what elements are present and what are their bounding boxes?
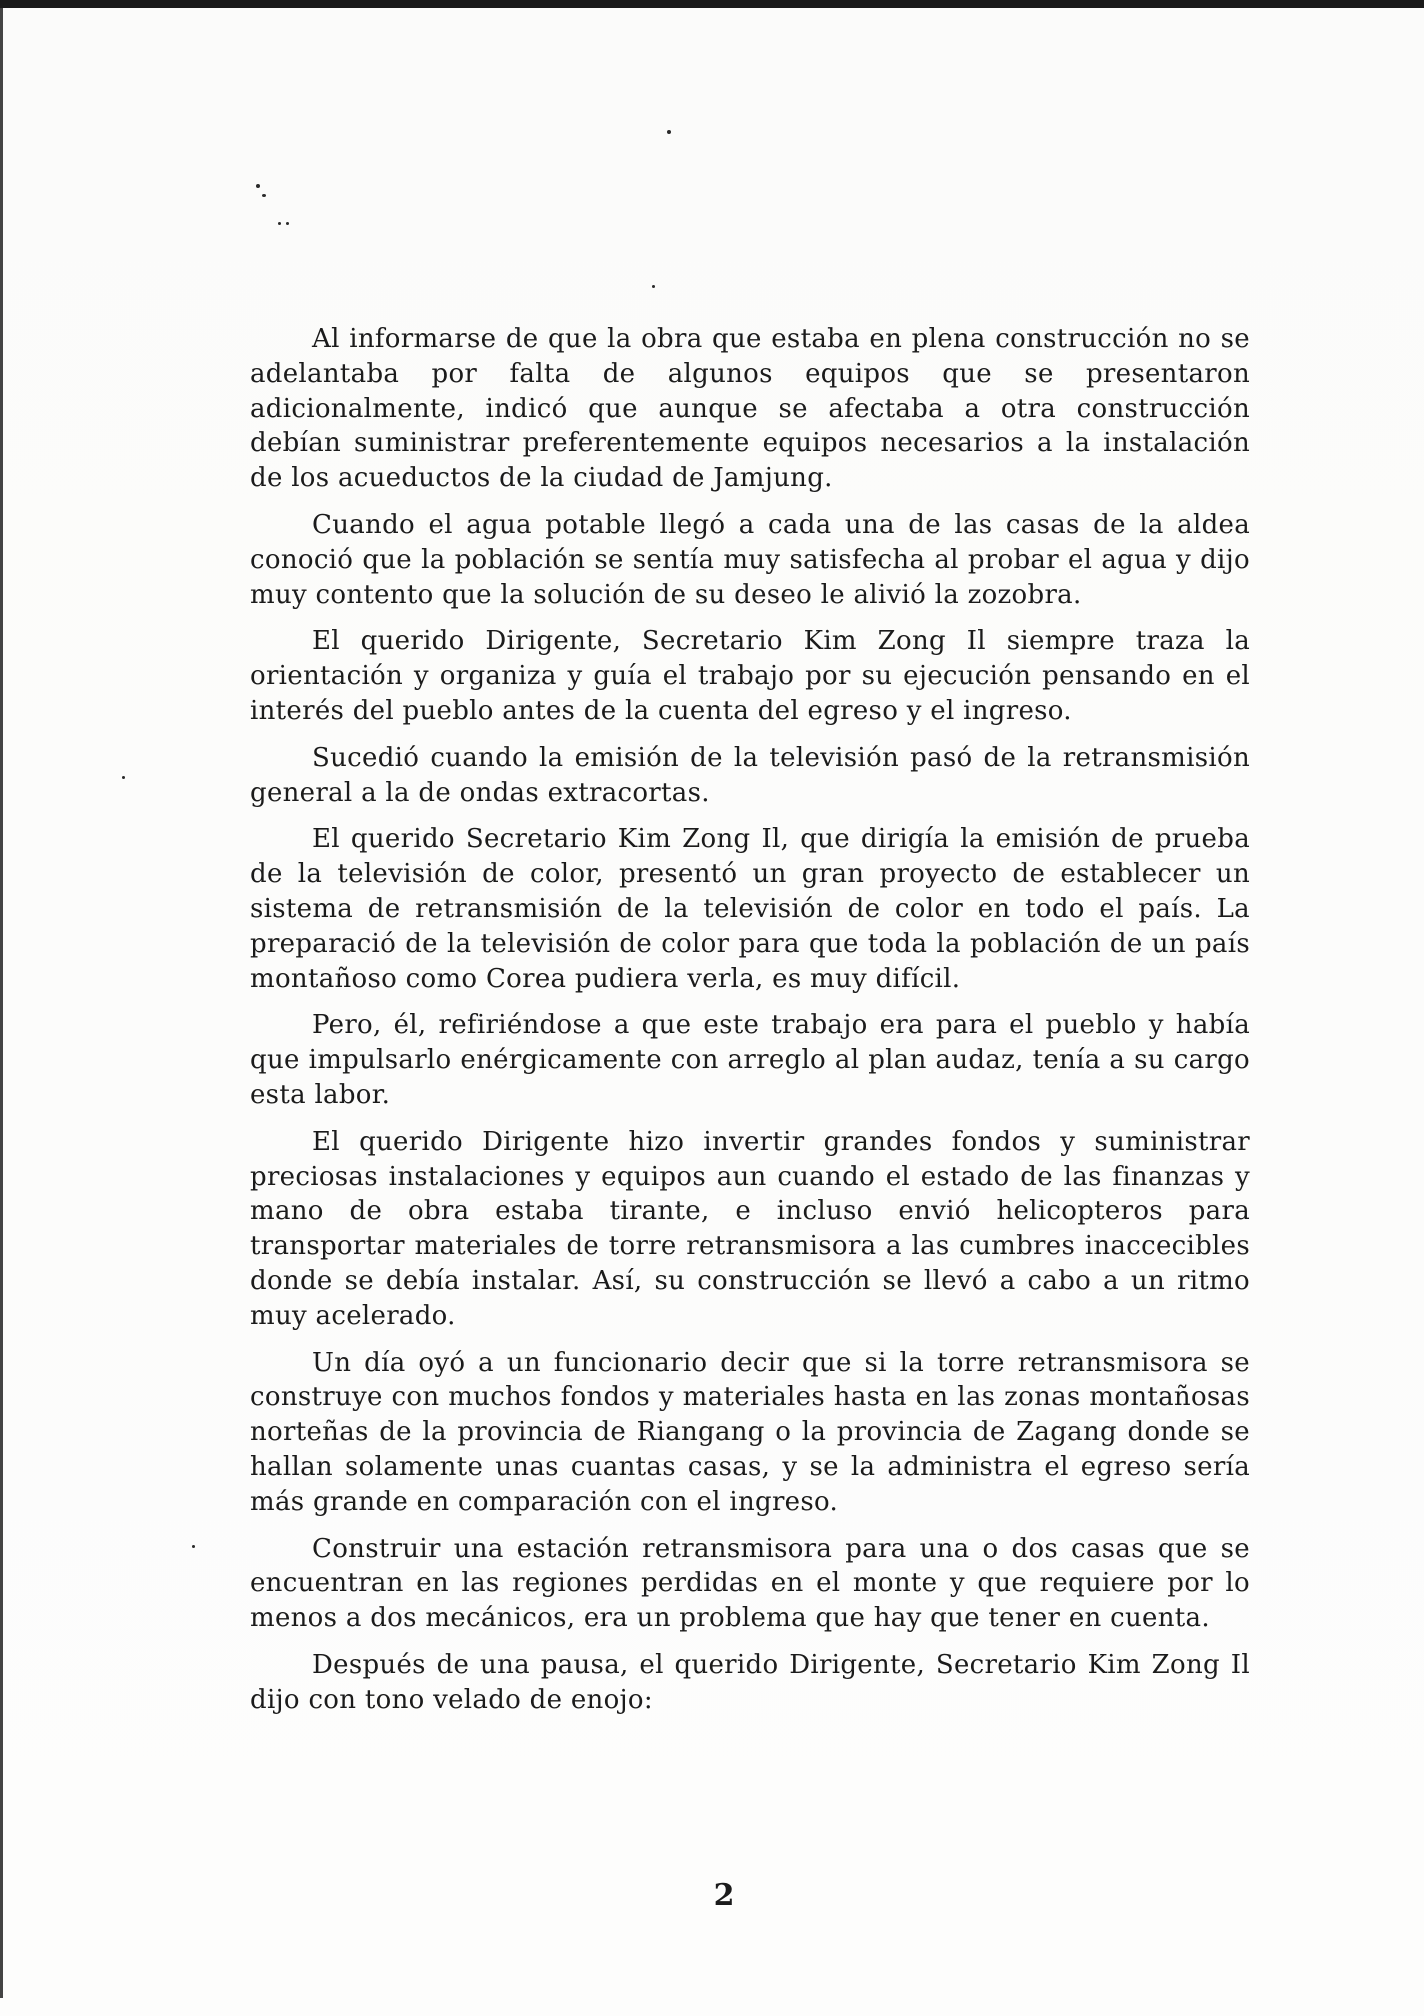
- left-border-rule: [0, 8, 3, 1998]
- paragraph-5: El querido Secretario Kim Zong Il, que dirigía la emisión de prueba de la televisión de color, presentó un gran proyecto de establecer un sistema de retransmisión de la televisión de color en todo el país. La preparació de la televisión de color para que toda la población de un país montañoso como Corea pudiera verla, es muy difícil.: [250, 824, 1250, 994]
- paragraph-4: Sucedió cuando la emisión de la televisión pasó de la retransmisión general a la de ondas extracortas.: [250, 742, 1250, 808]
- scan-speck: [256, 184, 260, 188]
- paragraph-8: Un día oyó a un funcionario decir que si la torre retransmisora se construye con muchos fondos y materiales hasta en las zonas montañosas norteñas de la provincia de Riangang o la provincia de Zagang donde se hallan solamente unas cuantas casas, y se la administra el egreso sería más grande en comparación con el ingreso.: [250, 1347, 1250, 1517]
- scan-speck: [122, 776, 125, 779]
- scan-speck: [286, 222, 289, 225]
- paragraph-7: El querido Dirigente hizo invertir grandes fondos y suministrar preciosas instalaciones y equipos aun cuando el estado de las finanzas y mano de obra estaba tirante, e incluso envió helicopteros para transportar materiales de torre retransmisora a las cumbres inaccecibles donde se debía instalar. Así, su construcción se llevó a cabo a un ritmo muy acelerado.: [250, 1126, 1250, 1331]
- paragraph-1: Al informarse de que la obra que estaba en plena construcción no se adelantaba por falta de algunos equipos que se presentaron adicionalmente, indicó que aunque se afectaba a otra construcción debían suministrar preferentemente equipos necesarios a la instalación de los acueductos de la ciudad de Jamjung.: [250, 324, 1250, 494]
- scan-speck: [652, 285, 655, 288]
- page-number: 2: [713, 1878, 735, 1913]
- paragraph-6: Pero, él, refiriéndose a que este trabajo era para el pueblo y había que impulsarlo enérgicamente con arreglo al plan audaz, tenía a su cargo esta labor.: [250, 1010, 1250, 1110]
- paragraph-9: Construir una estación retransmisora para una o dos casas que se encuentran en las regiones perdidas en el monte y que requiere por lo menos a dos mecánicos, era un problema que hay que tener en cuenta.: [250, 1533, 1250, 1634]
- body-text: [250, 322, 1250, 1729]
- scan-speck: [262, 194, 266, 197]
- scan-speck: [278, 222, 281, 225]
- paragraph-2: Cuando el agua potable llegó a cada una de las casas de la aldea conoció que la población se sentía muy satisfecha al probar el agua y dijo muy contento que la solución de su deseo le alivió la zozobra.: [250, 509, 1250, 610]
- paragraph-3: El querido Dirigente, Secretario Kim Zong Il siempre traza la orientación y organiza y guía el trabajo por su ejecución pensando en el interés del pueblo antes de la cuenta del egreso y el ingreso.: [250, 626, 1250, 726]
- scan-speck: [667, 130, 671, 134]
- paragraph-10: Después de una pausa, el querido Dirigente, Secretario Kim Zong Il dijo con tono velado de enojo:: [250, 1649, 1250, 1715]
- top-border-rule: [0, 0, 1424, 8]
- scan-speck: [192, 1545, 195, 1548]
